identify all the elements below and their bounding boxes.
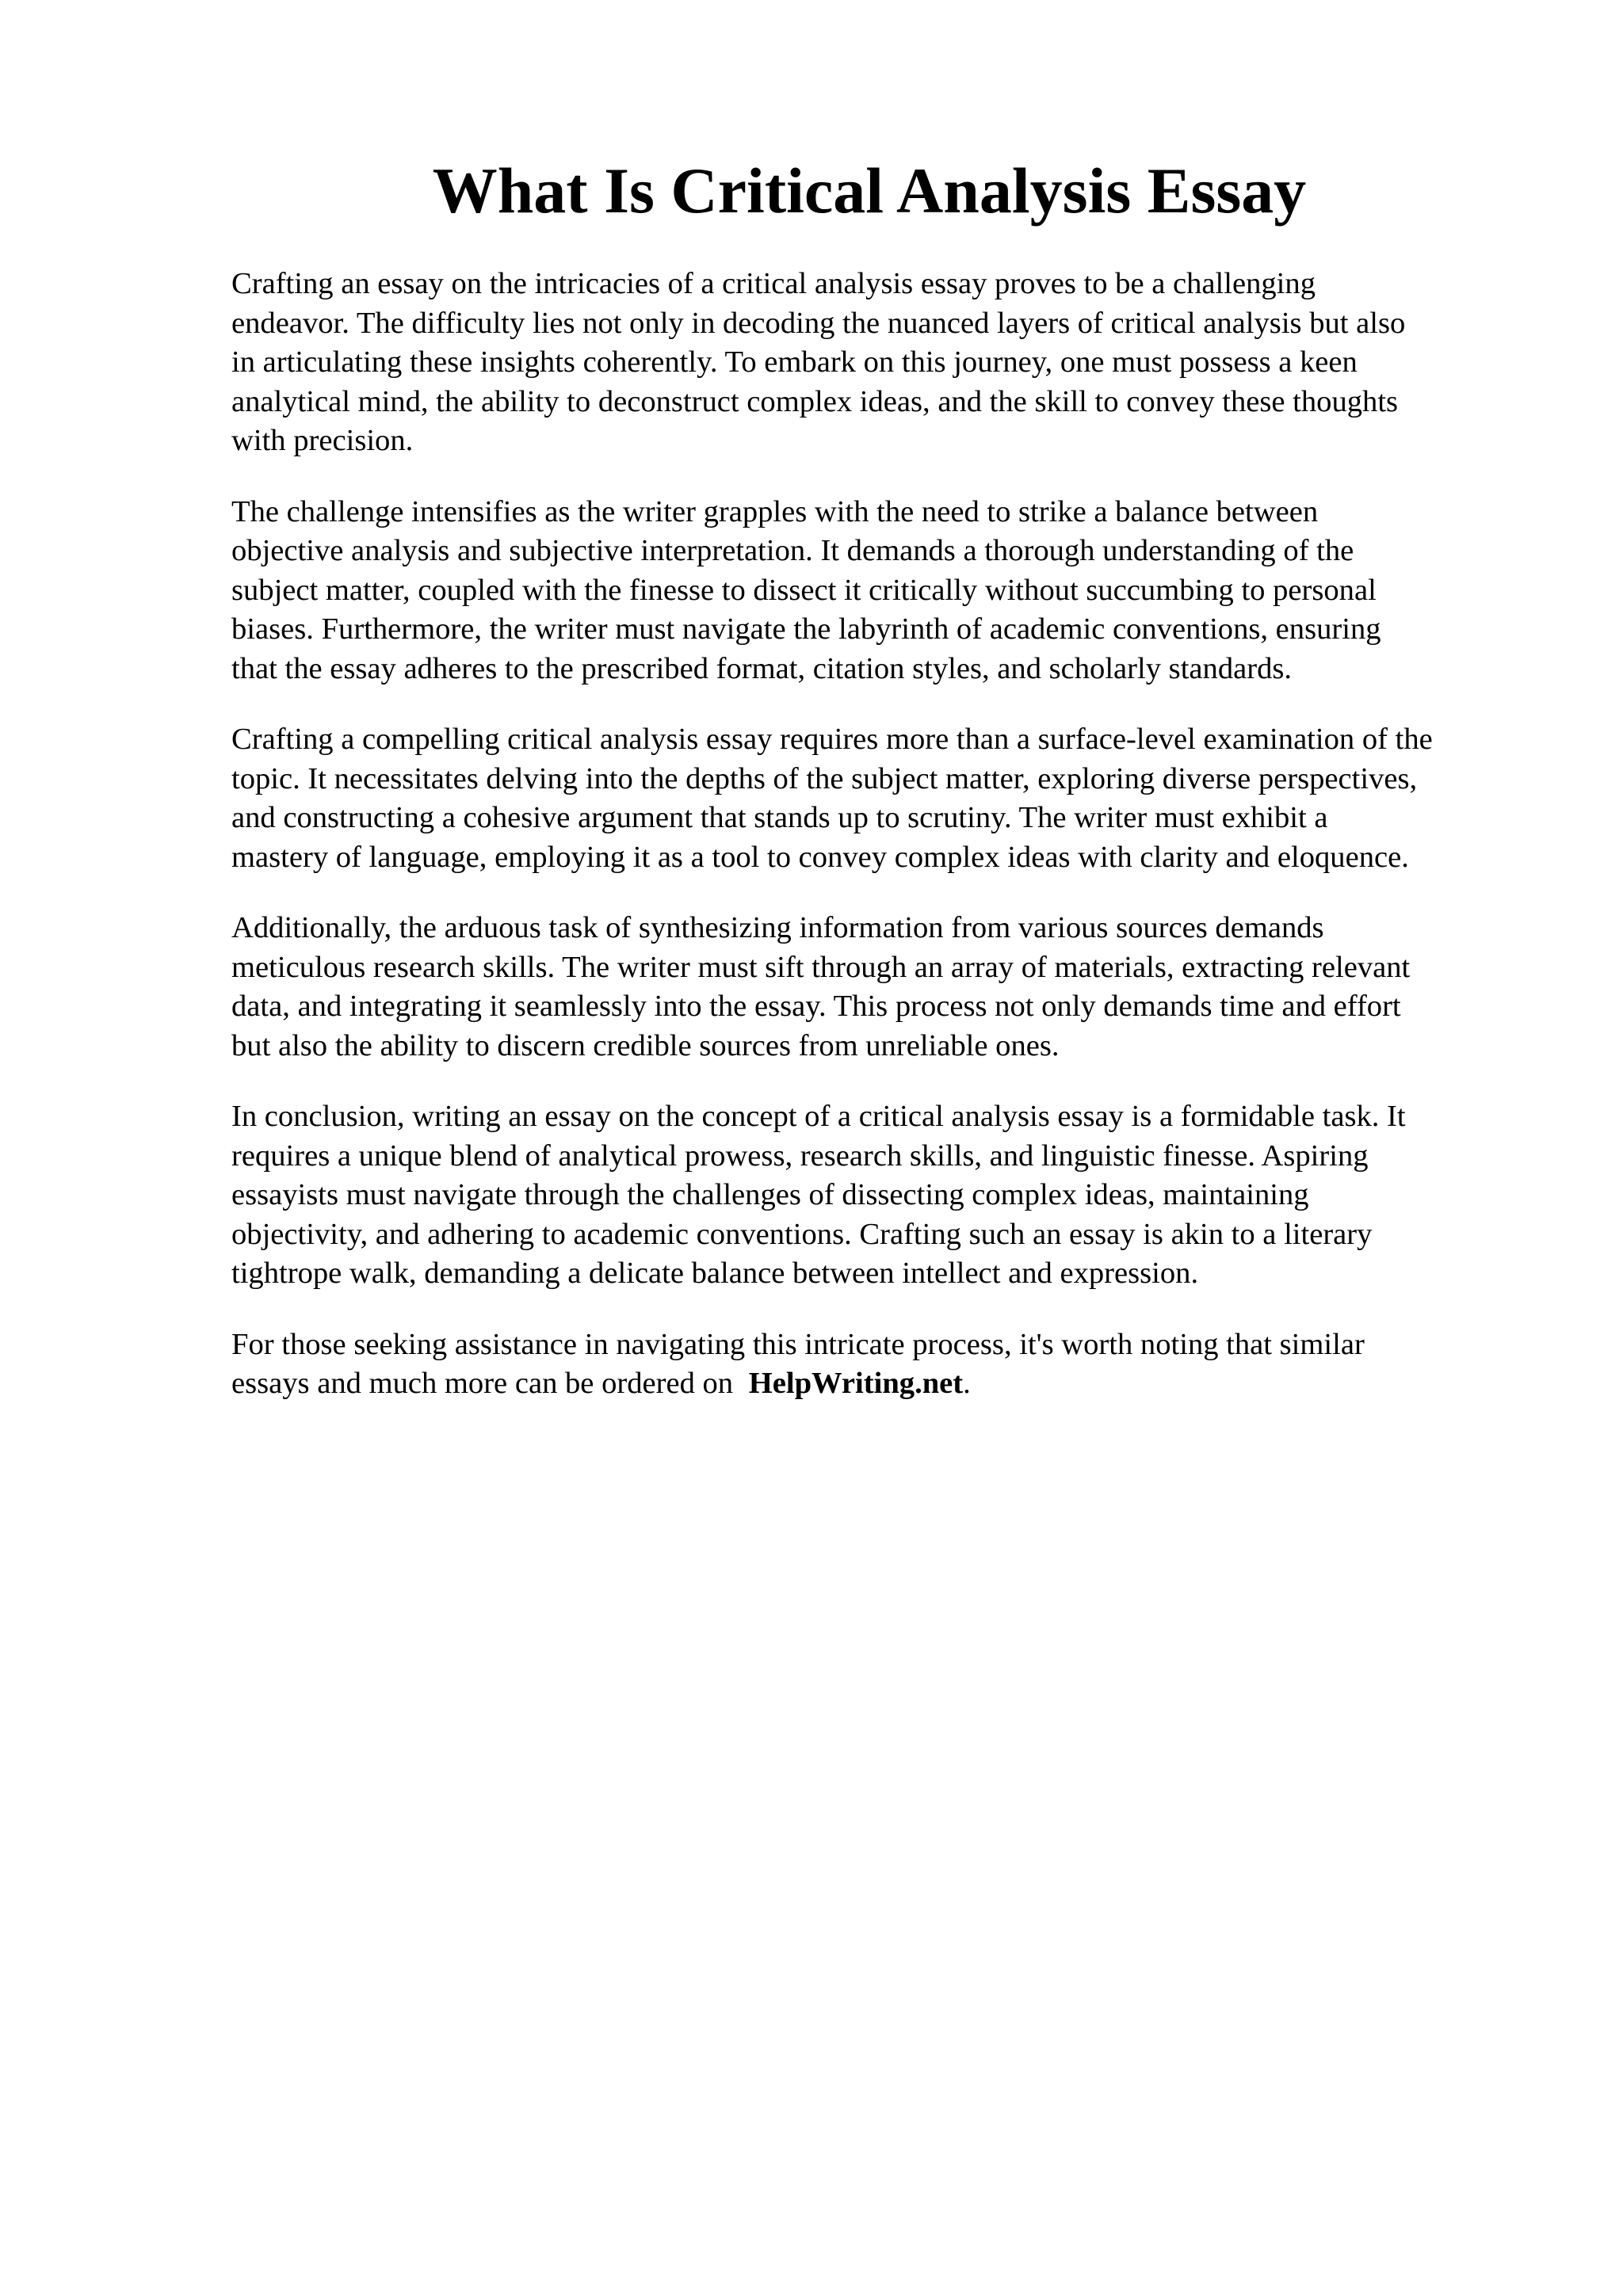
brand-link[interactable]: HelpWriting.net xyxy=(748,1367,964,1400)
paragraph-5 xyxy=(231,1097,1547,1294)
paragraph-line: subject matter, coupled with the finesse to dissect it critically without succumbing to personal xyxy=(231,573,1377,607)
paragraph-line: meticulous research skills. The writer must sift through an array of materials, extracting relevant xyxy=(231,950,1411,984)
paragraph-line: and constructing a cohesive argument that stands up to scrutiny. The writer must exhibit a xyxy=(231,801,1328,834)
closing-paragraph xyxy=(231,1325,1547,1404)
paragraph-line: topic. It necessitates delving into the depths of the subject matter, exploring diverse perspectives, xyxy=(231,761,1418,795)
paragraph-line: essayists must navigate through the challenges of dissecting complex ideas, maintaining xyxy=(231,1178,1309,1211)
paragraph-line: In conclusion, writing an essay on the concept of a critical analysis essay is a formidable task. It xyxy=(231,1100,1406,1133)
paragraph-line: Additionally, the arduous task of synthesizing information from various sources demands xyxy=(231,911,1324,944)
closing-prefix: essays and much more can be ordered on xyxy=(231,1367,741,1400)
paragraph-line: objectivity, and adhering to academic conventions. Crafting such an essay is akin to a literary xyxy=(231,1217,1373,1251)
paragraph-line: Crafting a compelling critical analysis essay requires more than a surface-level examination of the xyxy=(231,723,1433,756)
paragraph-line xyxy=(231,1364,1547,1404)
paragraph-line: Crafting an essay on the intricacies of a critical analysis essay proves to be a challenging xyxy=(231,267,1316,300)
paragraph-line: mastery of language, employing it as a tool to convey complex ideas with clarity and eloquence. xyxy=(231,840,1409,874)
paragraph-line: data, and integrating it seamlessly into the essay. This process not only demands time and effort xyxy=(231,990,1401,1023)
paragraph-line: The challenge intensifies as the writer grapples with the need to strike a balance between xyxy=(231,494,1319,528)
paragraph-4 xyxy=(231,909,1547,1066)
document-title: What Is Critical Analysis Essay xyxy=(432,154,1307,227)
paragraph-line: that the essay adheres to the prescribed format, citation styles, and scholarly standards. xyxy=(231,651,1293,685)
paragraph-line: with precision. xyxy=(231,424,414,457)
paragraph-line: in articulating these insights coherently. To embark on this journey, one must possess a keen xyxy=(231,345,1358,379)
paragraph-line: tightrope walk, demanding a delicate balance between intellect and expression. xyxy=(231,1257,1199,1290)
closing-suffix: . xyxy=(963,1367,971,1400)
paragraph-line: requires a unique blend of analytical prowess, research skills, and linguistic finesse. Aspiring xyxy=(231,1138,1369,1173)
paragraph-line: For those seeking assistance in navigating this intricate process, it's worth noting that similar xyxy=(231,1327,1365,1361)
paragraph-line: analytical mind, the ability to deconstruct complex ideas, and the skill to convey these thoughts xyxy=(231,384,1399,418)
paragraph-line: objective analysis and subjective interpretation. It demands a thorough understanding of the xyxy=(231,534,1354,567)
paragraph-3 xyxy=(231,720,1547,877)
paragraph-2 xyxy=(231,493,1547,689)
paragraph-line: but also the ability to discern credible sources from unreliable ones. xyxy=(231,1028,1060,1062)
paragraph-line: endeavor. The difficulty lies not only in decoding the nuanced layers of critical analysis but also xyxy=(231,306,1406,340)
paragraph-line: biases. Furthermore, the writer must navigate the labyrinth of academic conventions, ensuring xyxy=(231,612,1381,646)
paragraph-1 xyxy=(231,265,1547,461)
document-body xyxy=(231,265,1547,1436)
